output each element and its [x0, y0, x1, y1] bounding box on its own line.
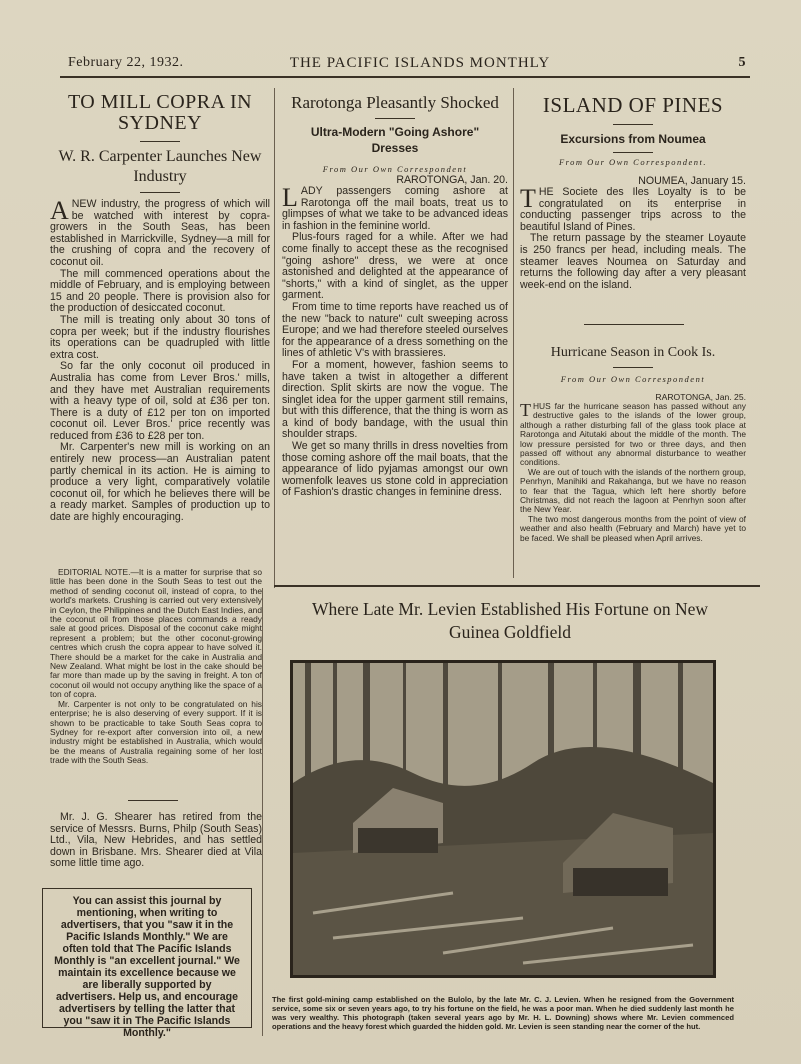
pines-subhead: Excursions from Noumea — [560, 132, 706, 146]
shearer-paragraph: Mr. J. G. Shearer has retired from the service of Messrs. Burns, Philp (South Seas) Ltd., Vila, New Hebrides, and has settled down in Brisbane. Mrs. Shearer died at Vila some little time ago. — [50, 811, 262, 870]
page-number: 5 — [738, 55, 746, 70]
hurricane-paragraph: We are out of touch with the islands of the northern group, Penrhyn, Manihiki and Rakahanga, but we have no reason to fear that the Tagua, which left here shortly before Christmas, did not reach the lagoon at Penrhyn soon after the New Year. — [520, 466, 746, 515]
hurricane-dateline: RAROTONGA, Jan. 25. — [655, 392, 746, 402]
goldfield-photograph — [290, 660, 716, 978]
subhead-rule — [140, 192, 180, 193]
copra-subhead: W. R. Carpenter Launches New Industry — [58, 148, 262, 185]
hurricane-article — [520, 344, 746, 543]
headline-rule — [613, 124, 653, 125]
photo-caption: The first gold-mining camp established on the Bulolo, by the late Mr. C. J. Levien. When he resigned from the Government service, some six or seven years ago, to try his fortune on the field, he was a poor man. When he died suddenly last month he was very wealthy. This photograph (taken several years ago by Mr. H. L. Downing) shows where Mr. Levien commenced operations and the heavy forest which guarded the hidden gold. Mr. Levien is seen standing near the corner of the hut. — [272, 995, 734, 1031]
divider-rule — [584, 324, 684, 325]
rarotonga-paragraph: We get so many thrills in dress novelties from those coming ashore off the mail boats, that the appearance of lido pyjamas amongst our own womenfolk leaves us stone cold in appreciation of Fashion's drastic changes in feminine dress. — [282, 440, 508, 499]
pines-dateline: NOUMEA, January 15. — [638, 175, 746, 187]
copra-dropcap: A — [50, 196, 69, 225]
subhead-rule — [613, 152, 653, 153]
advertiser-notice-box — [42, 888, 252, 1039]
headline-rule — [140, 141, 180, 142]
levien-headline: Where Late Mr. Levien Established His Fortune on New Guinea Goldfield — [311, 599, 709, 642]
running-header — [60, 52, 750, 78]
rarotonga-paragraph: For a moment, however, fashion seems to have taken a twist in altogether a different direction. Split skirts are now the vogue. The singlet idea for the upper garment still remains, but with this difference, that the thing is worn as a kind of body bandage, with the usual thin shoulder straps. — [282, 358, 508, 441]
pines-headline: ISLAND OF PINES — [542, 93, 724, 117]
copra-paragraph: Mr. Carpenter's new mill is working on an entirely new process—an Australian patent partly chemical in its action. He is aiming to produce a very light, comparatively volatile coconut oil, for which he believes there will be a ready market. Samples of production up to date are highly encouraging. — [50, 441, 270, 524]
shearer-note — [50, 812, 262, 870]
copra-paragraph: So far the only coconut oil produced in Australia has come from Lever Bros.' mills, and they have met Australian requirements with a heavy type of oil, sold at £36 per ton. There is a duty of £12 per ton on imported coconut oil. Lever Bros.' price recently was reduced from £36 to £28 per ton. — [50, 360, 270, 442]
rarotonga-subhead-line: Ultra-Modern "Going Ashore" — [310, 125, 480, 139]
advertiser-notice-text: You can assist this journal by mentioning, when writing to advertisers, that you "saw it in the Pacific Islands Monthly." We are often told that The Pacific Islands Monthly is "an excellent journal." We maintain its excellence because we are liberally supported by advertisers. Help us, and encourage advertisers by telling the latter that you "saw it in The Pacific Islands Monthly." — [54, 895, 240, 1039]
rarotonga-paragraph: Plus-fours raged for a while. After we had come finally to accept these as the recognised "going ashore" dress, we were at once astonished and delighted at the appearance of "shorts," with a kind of singlet, as the upper garment. — [282, 231, 508, 302]
rarotonga-body — [282, 183, 508, 499]
rarotonga-byline: From Our Own Correspondent — [322, 164, 468, 174]
headline-rule — [375, 118, 415, 119]
hurricane-body — [520, 402, 746, 543]
hurricane-paragraph: The two most dangerous months from the point of view of weather and also health (February and March) have yet to be faced. We shall be pleased when April arrives. — [520, 513, 746, 543]
section-rule — [274, 585, 760, 587]
hurricane-headline: Hurricane Season in Cook Is. — [550, 345, 716, 360]
rarotonga-paragraph: From time to time reports have reached us of the new "back to nature" cult sweeping across Europe; and we had therefore steeled ourselves for the appearance of a dress something on the lines of athletic V's with brassieres. — [282, 300, 508, 360]
rarotonga-subhead-line: Dresses — [371, 141, 419, 155]
column-rule-right — [513, 88, 514, 578]
copra-paragraph: The mill is treating only about 30 tons of copra per week; but if the industry flourishes its operations can be quadrupled with little extra cost. — [50, 313, 270, 361]
divider-rule — [128, 800, 178, 801]
goldfield-photo-drawing — [293, 663, 713, 975]
pines-paragraph: The return passage by the steamer Loyaute is 250 francs per head, including meals. The steamer leaves Noumea on Saturday and returns the following day after a very pleasant week-end on the island. — [520, 232, 746, 291]
copra-headline: TO MILL COPRA IN SYDNEY — [67, 91, 253, 134]
rarotonga-dropcap: L — [282, 183, 298, 212]
pines-first-paragraph: HE Societe des Iles Loyalty is to be congratulated on its enterprise in conducting passenger trips across to the beautiful Island of Pines. — [520, 186, 746, 233]
rarotonga-headline: Rarotonga Pleasantly Shocked — [291, 93, 499, 112]
copra-first-paragraph: NEW industry, the progress of which will be watched with interest by copra-growers in the South Seas, has been established in Marrickville, Sydney—a mill for the crushing of copra and the recovery of coconut oil. — [50, 198, 270, 268]
copra-article — [50, 92, 270, 524]
headline-rule — [613, 367, 653, 368]
copra-paragraph: The mill commenced operations about the middle of February, and is employing between 15 and 20 people. There is provision also for the production of desiccated coconut. — [50, 267, 270, 315]
rarotonga-subhead — [282, 124, 508, 156]
column-rule-lower — [262, 588, 263, 1036]
magazine-title: THE PACIFIC ISLANDS MONTHLY — [289, 55, 551, 71]
column-rule-left — [274, 88, 275, 588]
issue-date: February 22, 1932. — [68, 55, 184, 70]
copra-body — [50, 196, 270, 524]
hurricane-first-paragraph: HUS far the hurricane season has passed without any destructive gales to the islands of the lower group, although a rather disturbing fall of the glass took place at Rarotonga and Aitutaki about the middle of the month. The low pressure persisted for two or three days, and then passed off without any abnormal disturbance to weather conditions. — [520, 401, 746, 468]
editorial-paragraph: EDITORIAL NOTE.—It is a matter for surprise that so little has been done in the South Seas to test out the method of sending coconut oil, instead of copra, to the world's markets. Crushing is carried out very extensively in Ceylon, the Philippines and the Dutch East Indies, and the coconut oil from those places commands a ready sale at good prices. Disposal of the coconut cake might represent a problem; but the other coconut-growing centres which crush the copra appear to have solved it. There should be a market for the cake in Australia and New Zealand. What might be lost in the cake should be far more than made up by the saving in freight. A ton of coconut oil would not occupy anything like the space of a ton of copra. — [50, 567, 262, 700]
rarotonga-first-paragraph: ADY passengers coming ashore at Rarotonga off the mail boats, treat us to glimpses of what we take to be advanced ideas in fashion in the feminine world. — [282, 185, 508, 232]
pines-article — [520, 92, 746, 291]
hurricane-byline: From Our Own Correspondent — [560, 374, 706, 384]
pines-dropcap: T — [520, 184, 536, 213]
editorial-paragraph: Mr. Carpenter is not only to be congratulated on his enterprise; he is also deserving of every support. If it is shown to be practicable to take South Seas copra to Sydney for re-export after conversion into oil, a new industry might be established in Australia, which would be the means of Australia regaining some of her lost trade with the South Seas. — [50, 698, 262, 766]
rarotonga-article — [282, 92, 508, 499]
editorial-note — [50, 568, 262, 766]
pines-byline: From Our Own Correspondent. — [558, 157, 707, 167]
pines-body — [520, 184, 746, 291]
hurricane-dropcap: T — [520, 400, 531, 420]
rarotonga-dateline: RAROTONGA, Jan. 20. — [396, 174, 508, 186]
